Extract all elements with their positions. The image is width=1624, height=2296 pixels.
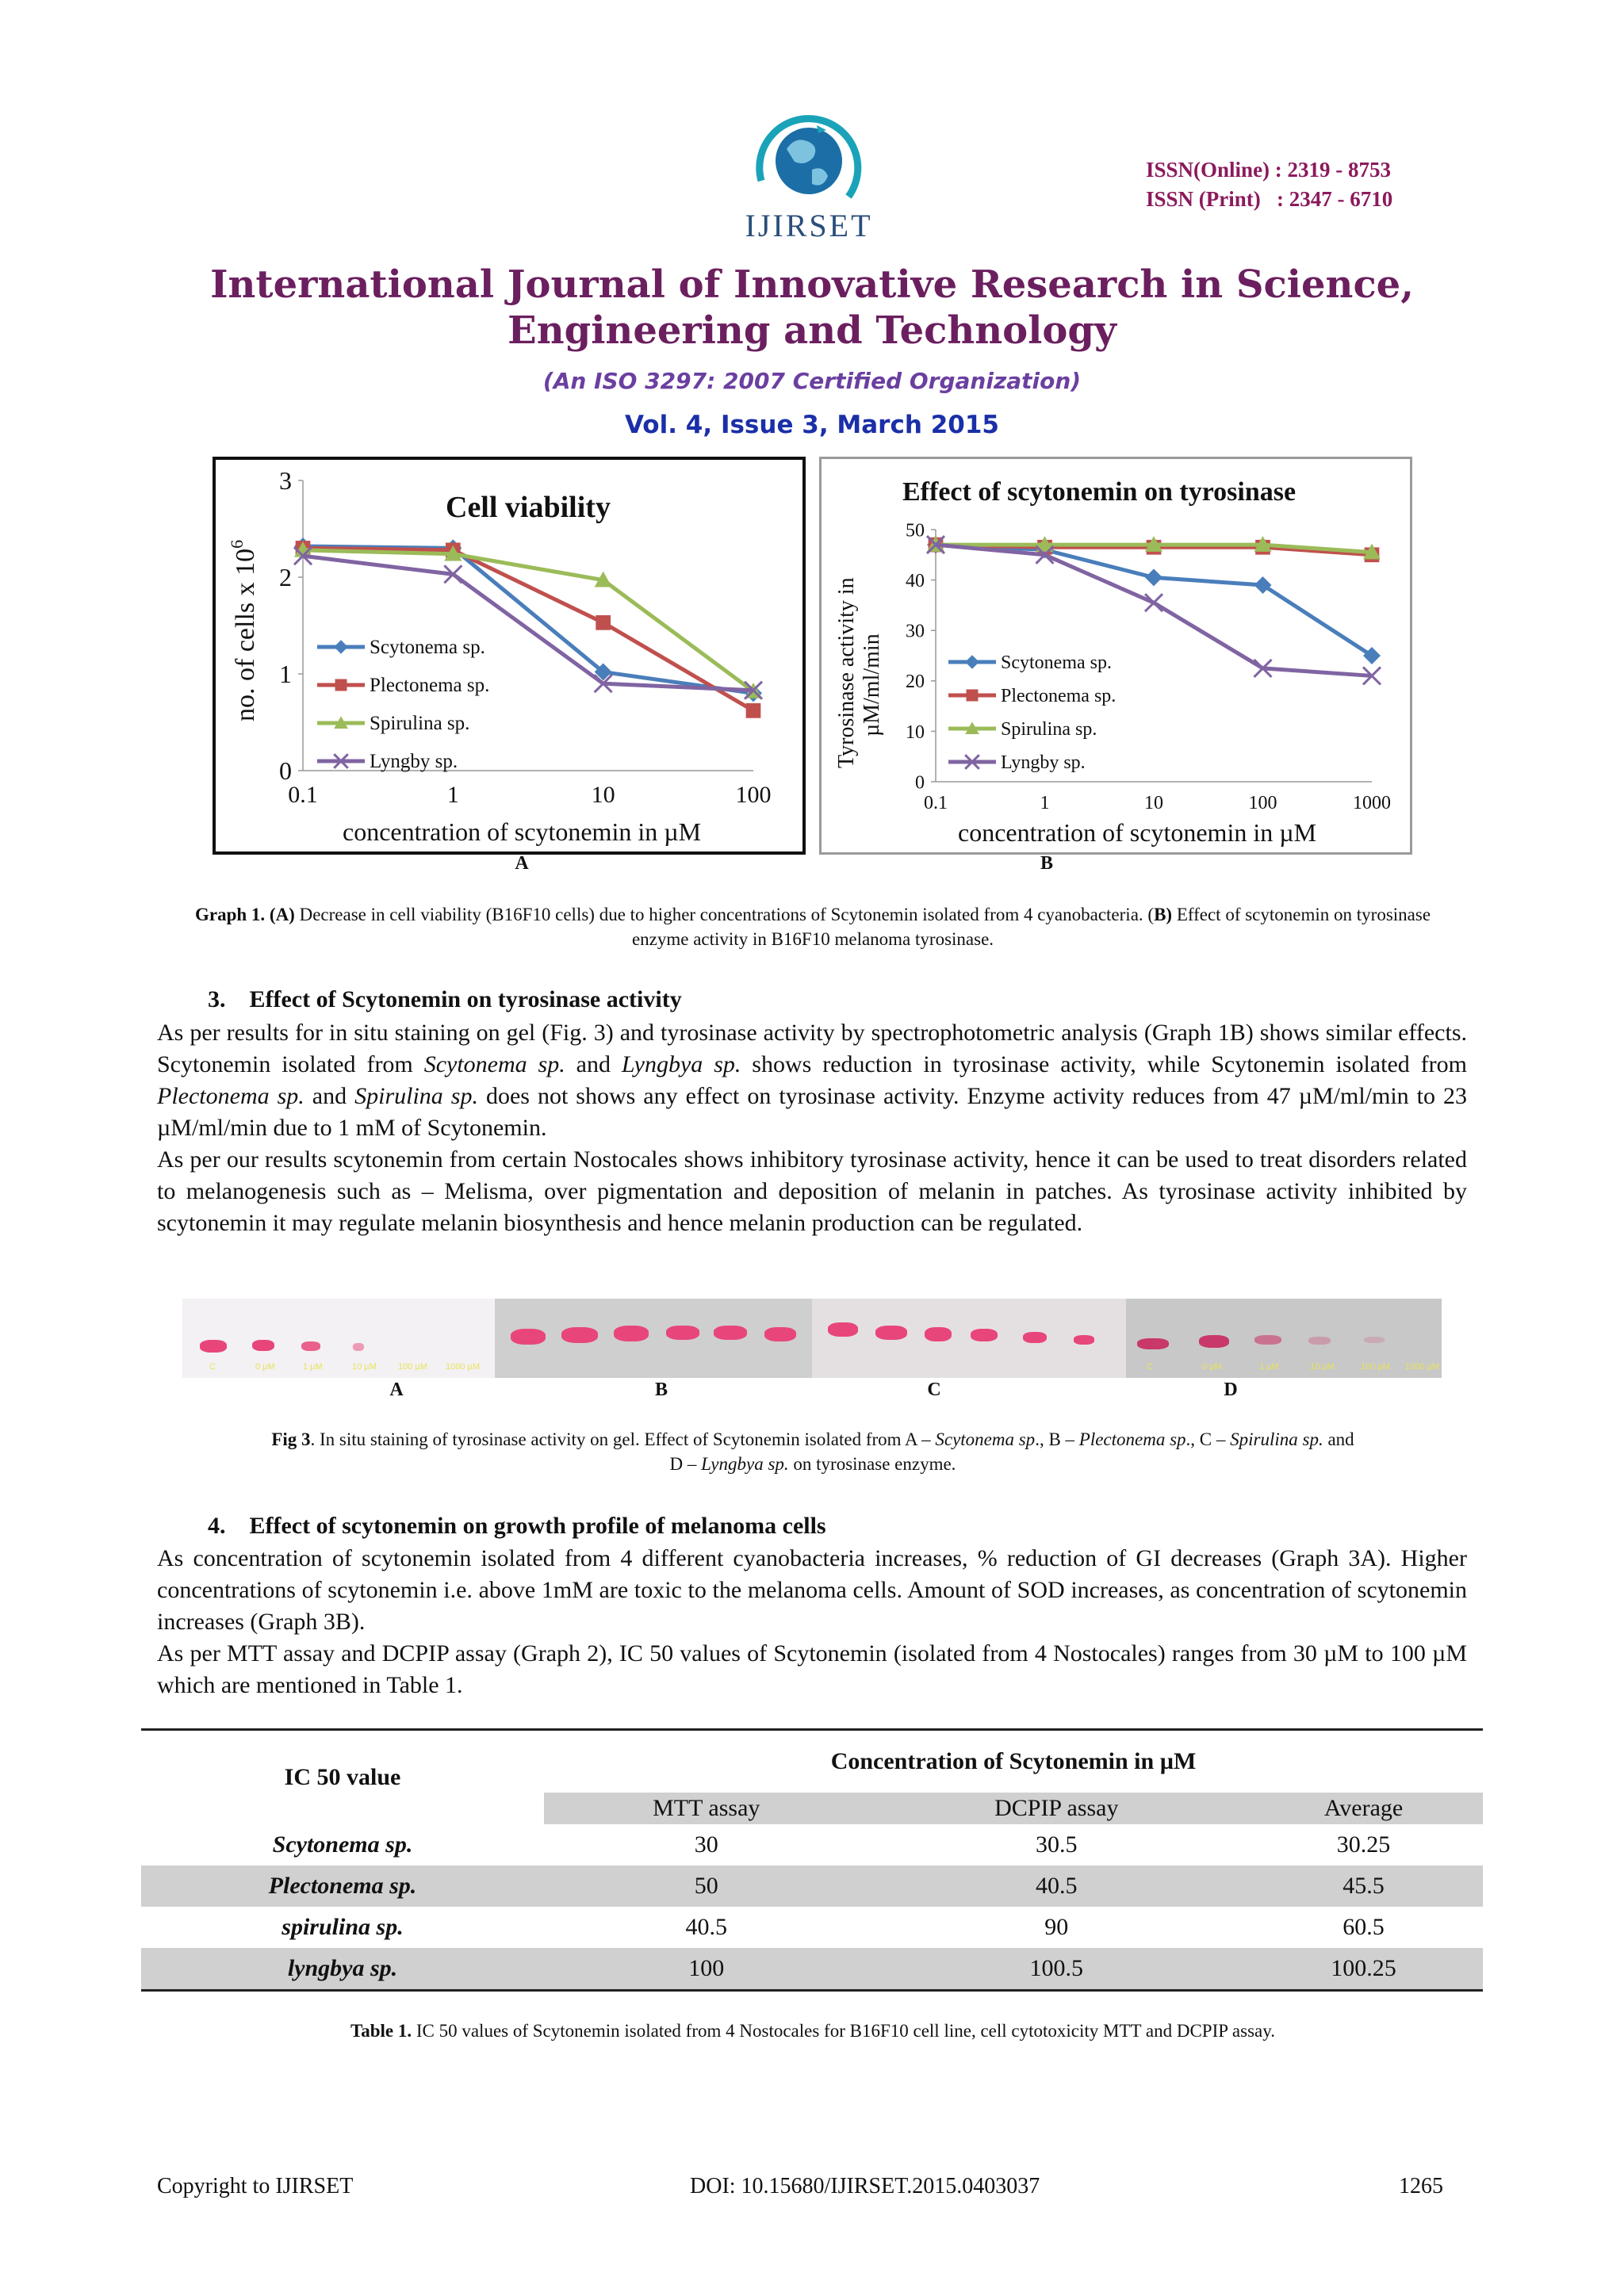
text-run: and xyxy=(1323,1429,1354,1449)
x-tick-label: 0.1 xyxy=(288,782,318,808)
data-point-marker xyxy=(1145,594,1162,611)
text-run: . In situ staining of tyrosinase activity on gel. Effect of Scytonemin isolated from A – xyxy=(310,1429,936,1449)
text-run: As per results for in situ staining on gel (Fig. 3) and tyrosinase activity by spectrophotometric analysis (Graph 1B) shows similar effects. Scytonemin isolated from xyxy=(157,1020,1467,1077)
footer-doi: DOI: 10.15680/IJIRSET.2015.0403037 xyxy=(690,2174,1040,2198)
section4-body xyxy=(157,1543,1467,1701)
x-tick-label: 1 xyxy=(446,782,459,808)
legend-entry: Scytonema sp. xyxy=(1001,652,1112,673)
graph-a-chart xyxy=(216,460,802,851)
gel-band xyxy=(200,1340,227,1353)
gel-panel-b xyxy=(495,1299,812,1378)
table-cell-dcpip: 40.5 xyxy=(1036,1873,1078,1899)
table-subheader-mtt: MTT assay xyxy=(653,1795,760,1821)
chart-title: Cell viability xyxy=(446,491,611,524)
table-cell-average: 100.25 xyxy=(1331,1955,1396,1981)
legend-entry: Plectonema sp. xyxy=(370,675,490,696)
caption-bold-a: (A) xyxy=(269,905,295,924)
journal-title-line2: Engineering and Technology xyxy=(508,308,1116,353)
gel-band xyxy=(301,1341,320,1351)
graph-b-frame xyxy=(819,457,1412,855)
table-row xyxy=(141,1824,1483,1866)
gel-lane-label: 10 µM xyxy=(1310,1362,1335,1372)
series-line xyxy=(936,545,1372,656)
caption-bold-label: Table 1. xyxy=(350,2021,412,2041)
x-tick-label: 10 xyxy=(591,782,615,808)
table-header-group: Concentration of Scytonemin in µM xyxy=(830,1748,1197,1774)
y-axis-title-line2: µM/ml/min xyxy=(860,633,884,737)
table-cell-average: 30.25 xyxy=(1336,1831,1391,1858)
journal-logo xyxy=(730,94,888,244)
gel-band xyxy=(1074,1335,1094,1345)
table-cell-species: Plectonema sp. xyxy=(268,1873,417,1899)
table-subheader-dcpip: DCPIP assay xyxy=(994,1795,1119,1821)
gel-lane-label: 0 µM xyxy=(255,1362,275,1372)
section3-heading: 3. Effect of Scytonemin on tyrosinase activity xyxy=(208,986,682,1012)
table-cell-mtt: 50 xyxy=(694,1873,718,1899)
caption-text-a: Decrease in cell viability (B16F10 cells) due to higher concentrations of Scytonemin isolated from 4 cyanobacteria. ( xyxy=(294,905,1155,924)
data-point-marker xyxy=(967,690,979,702)
italic-species: Lyngbya sp. xyxy=(621,1051,741,1077)
section3-paragraph2: As per our results scytonemin from certain Nostocales shows inhibitory tyrosinase activity, hence it can be used to treat disorders related to melanogenesis such as – Melisma, over pigmentation and deposition of melanin in patches. As tyrosinase activity inhibited by scytonemin it may regulate melanin biosynthesis and hence melanin production can be regulated. xyxy=(157,1146,1467,1236)
gel-lane-label: 1000 µM xyxy=(1405,1362,1440,1372)
gel-label-d: D xyxy=(1224,1380,1238,1400)
graph-a-frame xyxy=(213,457,806,855)
gel-band xyxy=(971,1329,998,1341)
gel-lane-label: 1 µM xyxy=(1259,1362,1279,1372)
table-cell-mtt: 40.5 xyxy=(685,1914,727,1940)
italic-species: Spirulina sp. xyxy=(354,1083,478,1109)
italic-species: Plectonema sp. xyxy=(157,1083,304,1109)
gel-lane-label: 10 µM xyxy=(352,1362,377,1372)
gel-band xyxy=(561,1327,598,1343)
legend-entry: Spirulina sp. xyxy=(1001,719,1097,740)
data-point-marker xyxy=(335,679,347,691)
gel-band xyxy=(875,1326,907,1340)
gel-label-b: B xyxy=(654,1380,668,1400)
gel-band xyxy=(1023,1332,1047,1343)
table-cell-dcpip: 30.5 xyxy=(1036,1831,1078,1858)
gel-band xyxy=(828,1322,858,1337)
italic-species: Scytonema sp xyxy=(935,1429,1036,1449)
gel-lane-label: 100 µM xyxy=(1361,1362,1390,1372)
journal-title-line1: International Journal of Innovative Research in Science, xyxy=(210,262,1414,307)
table-cell-mtt: 100 xyxy=(688,1955,725,1981)
table-cell-species: lyngbya sp. xyxy=(287,1955,398,1981)
data-point-marker xyxy=(965,655,979,669)
gel-band xyxy=(1364,1337,1385,1343)
gel-lane-label: 100 µM xyxy=(398,1362,427,1372)
italic-species: Scytonema sp. xyxy=(423,1051,565,1077)
issn-online: ISSN(Online) : 2319 - 8753 xyxy=(1146,158,1392,182)
gel-band xyxy=(1308,1337,1331,1345)
section4-paragraph2: As per MTT assay and DCPIP assay (Graph 2), IC 50 values of Scytonemin (isolated from 4 Nostocales) ranges from 30 µM to 100 µM which are mentioned in Table 1. xyxy=(157,1640,1467,1698)
text-run: and xyxy=(304,1083,355,1109)
x-tick-label: 1000 xyxy=(1353,793,1391,813)
data-point-marker xyxy=(596,615,611,630)
gel-band xyxy=(666,1326,699,1340)
y-tick-label: 0 xyxy=(915,772,925,794)
gel-band xyxy=(925,1327,952,1341)
gel-lane-label: 0 µM xyxy=(1202,1362,1222,1372)
caption-bold-b: B) xyxy=(1154,905,1173,924)
section3-body xyxy=(157,1017,1467,1239)
italic-species: Plectonema sp xyxy=(1078,1429,1186,1449)
table-cell-average: 60.5 xyxy=(1342,1914,1385,1940)
x-tick-label: 1 xyxy=(1040,793,1050,813)
legend-entry: Plectonema sp. xyxy=(1001,686,1116,706)
table-cell-species: Scytonema sp. xyxy=(272,1831,413,1858)
gel-panel-a xyxy=(182,1299,495,1378)
gel-label-c: C xyxy=(927,1380,941,1400)
gel-panel-c xyxy=(812,1299,1126,1378)
y-tick-label: 3 xyxy=(279,466,292,496)
gel-panel-d xyxy=(1126,1299,1442,1378)
gel-band xyxy=(1199,1335,1229,1348)
section4-paragraph1: As concentration of scytonemin isolated from 4 different cyanobacteria increases, % reduction of GI decreases (Graph 3A). Higher concentrations of scytonemin i.e. above 1mM are toxic to the melanoma cells. Amount of SOD increases, as concentration of scytonemin increases (Graph 3B). xyxy=(157,1545,1467,1635)
table-row xyxy=(141,1866,1483,1907)
gel-lane-label: 1000 µM xyxy=(446,1362,481,1372)
text-run: does not shows any effect on tyrosinase activity. Enzyme activity reduces from 47 µM/ml/min to 23 µM/ml/min due to 1 mM of Scytonemin. xyxy=(157,1083,1467,1141)
text-run: shows reduction in tyrosinase activity, while Scytonemin isolated from xyxy=(741,1051,1467,1077)
gel-band xyxy=(714,1326,747,1340)
y-tick-label: 10 xyxy=(906,721,925,743)
y-tick-label: 2 xyxy=(279,563,292,592)
x-tick-label: 10 xyxy=(1144,793,1163,813)
y-tick-label: 50 xyxy=(906,520,925,541)
volume-line: Vol. 4, Issue 3, March 2015 xyxy=(625,411,999,439)
gel-band xyxy=(764,1327,796,1341)
table-cell-dcpip: 100.5 xyxy=(1029,1955,1084,1981)
y-tick-label: 30 xyxy=(906,621,925,642)
caption-bold-label: Fig 3 xyxy=(271,1429,311,1449)
graph-b-label: B xyxy=(1040,853,1053,874)
issn-print: ISSN (Print) : 2347 - 6710 xyxy=(1146,187,1393,211)
y-tick-label: 20 xyxy=(906,672,925,693)
gel-band xyxy=(1137,1338,1169,1349)
table-row xyxy=(141,1907,1483,1948)
text-run: D – xyxy=(669,1454,702,1474)
table1-caption xyxy=(159,2019,1467,2043)
gel-lane-label: 1 µM xyxy=(303,1362,323,1372)
text-run: IC 50 values of Scytonemin isolated from 4 Nostocales for B16F10 cell line, cell cytotoxicity MTT and DCPIP assay. xyxy=(412,2021,1276,2041)
y-axis-title: no. of cells x $10^6$ xyxy=(227,539,260,721)
text-run: on tyrosinase enzyme. xyxy=(788,1454,956,1474)
fig3-caption xyxy=(159,1427,1467,1476)
caption-bold-label: Graph 1. xyxy=(194,905,266,924)
legend-entry: Lyngby sp. xyxy=(1001,752,1086,773)
italic-species: Lyngbya sp. xyxy=(701,1454,789,1474)
legend-entry: Scytonema sp. xyxy=(370,637,485,658)
text-run: and xyxy=(565,1051,622,1077)
data-point-marker xyxy=(746,703,761,718)
gel-band xyxy=(252,1340,274,1351)
table-cell-average: 45.5 xyxy=(1342,1873,1385,1899)
x-axis-title: concentration of scytonemin in µM xyxy=(958,818,1317,847)
y-tick-label: 40 xyxy=(906,571,925,591)
gel-band xyxy=(353,1343,364,1351)
table-header-ic50: IC 50 value xyxy=(284,1764,401,1790)
legend-entry: Spirulina sp. xyxy=(370,713,470,734)
table-subheader-average: Average xyxy=(1323,1795,1404,1821)
x-axis-title: concentration of scytonemin in µM xyxy=(343,817,702,846)
x-tick-label: 0.1 xyxy=(924,793,948,813)
table-cell-species: spirulina sp. xyxy=(282,1914,404,1940)
graph-a-label: A xyxy=(515,853,529,874)
chart-title: Effect of scytonemin on tyrosinase xyxy=(902,477,1297,507)
text-run: ., C – xyxy=(1185,1429,1231,1449)
graph1-caption xyxy=(174,902,1451,951)
y-tick-label: 0 xyxy=(279,756,292,786)
x-tick-label: 100 xyxy=(1248,793,1277,813)
table-cell-mtt: 30 xyxy=(694,1831,718,1858)
gel-lane-label: C xyxy=(1147,1362,1153,1372)
section3-paragraph1 xyxy=(157,1017,1467,1144)
logo-text: IJIRSET xyxy=(745,208,873,243)
gel-band xyxy=(614,1326,649,1341)
gel-band xyxy=(1254,1335,1281,1345)
legend-entry: Lyngby sp. xyxy=(370,751,458,772)
y-tick-label: 1 xyxy=(279,660,292,689)
footer-copyright: Copyright to IJIRSET xyxy=(157,2174,354,2198)
data-point-marker xyxy=(334,640,348,654)
x-tick-label: 100 xyxy=(735,782,772,808)
footer-page-number: 1265 xyxy=(1399,2174,1443,2198)
table-cell-dcpip: 90 xyxy=(1044,1914,1069,1940)
gel-label-a: A xyxy=(389,1380,404,1400)
issn-block xyxy=(1146,155,1392,214)
certification-line: (An ISO 3297: 2007 Certified Organization) xyxy=(542,368,1082,394)
y-axis-title-line1: Tyrosinase activity in xyxy=(834,577,859,768)
graph-b-chart xyxy=(822,459,1410,852)
text-run: ., B – xyxy=(1035,1429,1079,1449)
table-row xyxy=(141,1948,1483,1991)
caption-text-b: Effect of scytonemin on tyrosinase enzyme activity in B16F10 melanoma tyrosinase. xyxy=(631,905,1431,949)
italic-species: Spirulina sp. xyxy=(1230,1429,1323,1449)
ic50-table xyxy=(141,1728,1483,1992)
data-point-marker xyxy=(1145,568,1162,586)
gel-band xyxy=(511,1329,546,1345)
gel-lane-label: C xyxy=(209,1362,216,1372)
section4-heading: 4. Effect of scytonemin on growth profile of melanoma cells xyxy=(208,1513,826,1539)
